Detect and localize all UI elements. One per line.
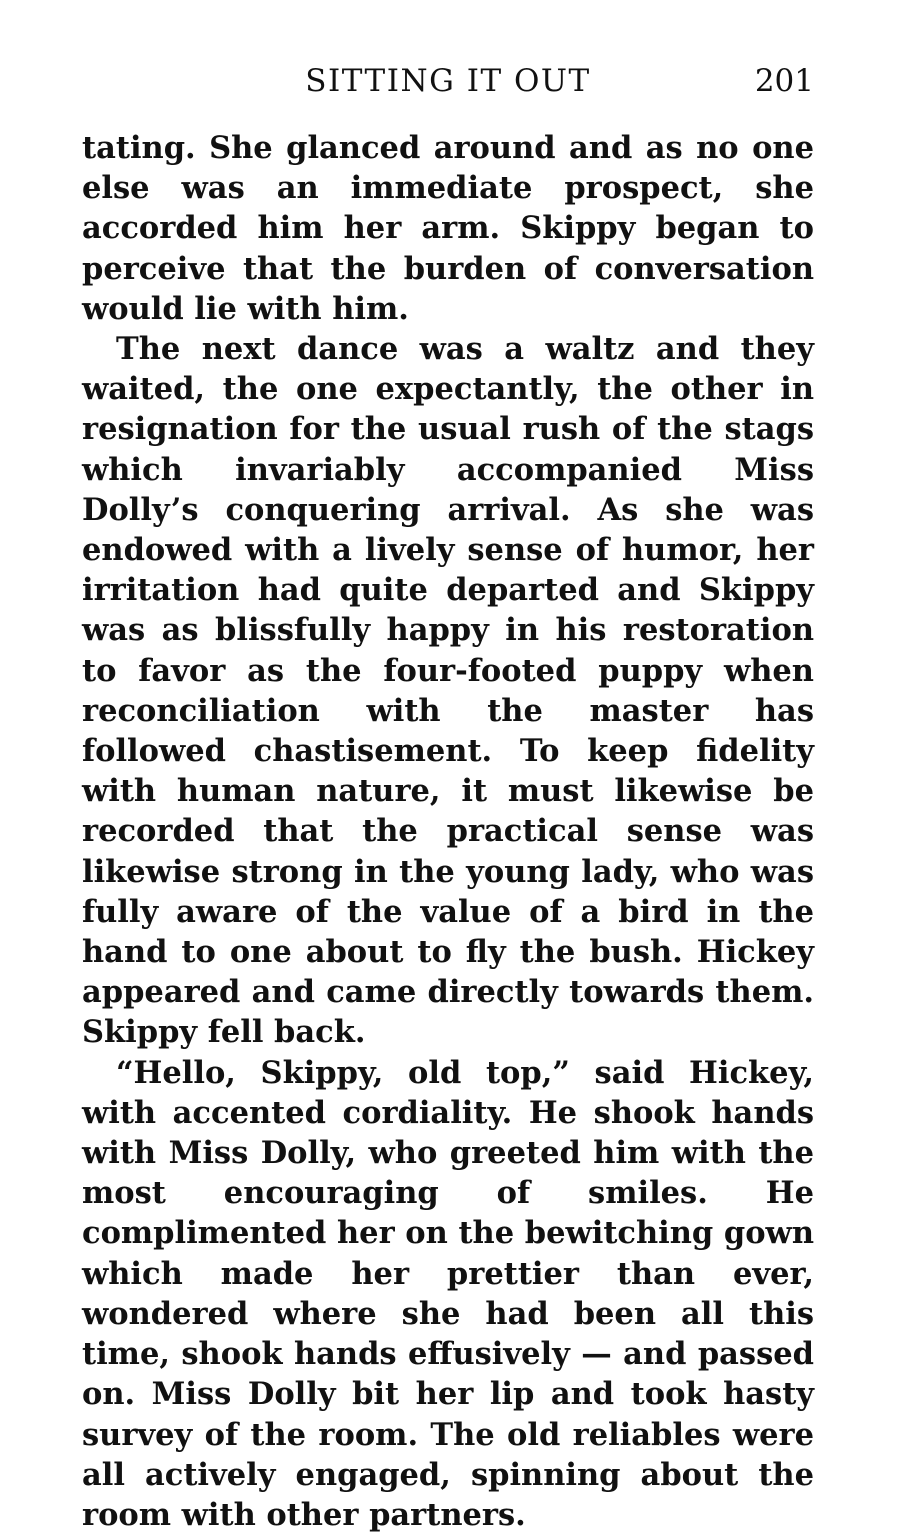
page-number: 201 — [754, 63, 814, 99]
running-head — [82, 58, 814, 104]
body-text — [82, 128, 814, 1535]
running-title: SITTING IT OUT — [305, 63, 591, 99]
paragraph-1: tating. She glanced around and as no one else was an immediate prospect, she accorded him her arm. Skippy began to perceive that the burden of conversation would lie with him. — [82, 130, 814, 327]
paragraph-3: “Hello, Skippy, old top,” said Hickey, with accented cordiality. He shook hands with Miss Dolly, who greeted him with the most encouraging of smiles. He complimented her on the bewitching gown which made her prettier than ever, wondered where she had been all this time, shook hands effusively — and passed on. Miss Dolly bit her lip and took hasty survey of the room. The old reliables were all actively engaged, spinning about the room with other partners. — [82, 1054, 814, 1533]
paragraph-2: The next dance was a waltz and they waited, the one expectantly, the other in resignation for the usual rush of the stags which invariably accompanied Miss Dolly’s conquering arrival. As she was endowed with a lively sense of humor, her irritation had quite departed and Skippy was as blissfully happy in his restoration to favor as the four-footed puppy when reconciliation with the master has followed chastisement. To keep fidelity with human nature, it must likewise be recorded that the practical sense was likewise strong in the young lady, who was fully aware of the value of a bird in the hand to one about to fly the bush. Hickey appeared and came directly towards them. Skippy fell back. — [82, 331, 814, 1051]
